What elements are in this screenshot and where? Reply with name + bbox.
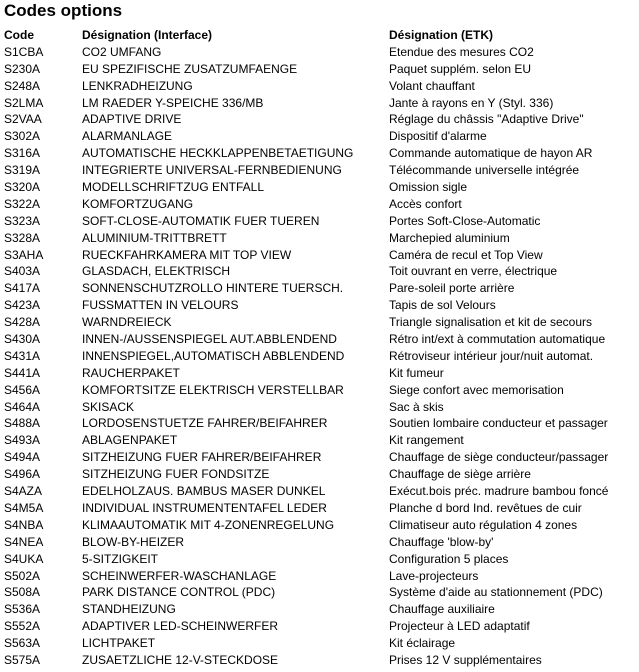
- option-code: S552A: [4, 619, 41, 634]
- option-etk-designation: Prises 12 V supplémentaires: [389, 652, 542, 667]
- option-code: S4AZA: [4, 484, 43, 499]
- option-interface-designation: EDELHOLZAUS. BAMBUS MASER DUNKEL: [82, 484, 326, 499]
- option-interface-designation: INNEN-/AUSSENSPIEGEL AUT.ABBLENDEND: [82, 332, 337, 347]
- option-interface-designation: SCHEINWERFER-WASCHANLAGE: [82, 568, 277, 583]
- table-row: [0, 111, 639, 128]
- option-interface-designation: WARNDREIECK: [82, 315, 172, 330]
- option-etk-designation: Projecteur à LED adaptatif: [389, 619, 530, 634]
- option-etk-designation: Chauffage 'blow-by': [389, 534, 494, 549]
- column-header-interface: Désignation (Interface): [82, 28, 213, 42]
- option-etk-designation: Toit ouvrant en verre, électrique: [389, 264, 558, 279]
- table-row: [0, 280, 639, 297]
- option-code: S403A: [4, 264, 41, 279]
- table-row: [0, 230, 639, 247]
- table-row: [0, 483, 639, 500]
- option-etk-designation: Volant chauffant: [389, 78, 475, 93]
- option-etk-designation: Soutien lombaire conducteur et passager: [389, 416, 608, 431]
- option-etk-designation: Tapis de sol Velours: [389, 298, 496, 313]
- option-code: S441A: [4, 365, 41, 380]
- option-etk-designation: Rétroviseur intérieur jour/nuit automat.: [389, 348, 594, 363]
- option-etk-designation: Siege confort avec memorisation: [389, 382, 564, 397]
- option-code: S563A: [4, 636, 41, 651]
- option-code: S536A: [4, 602, 41, 617]
- option-etk-designation: Chauffage de siège conducteur/passager: [389, 450, 609, 465]
- option-etk-designation: Caméra de recul et Top View: [389, 247, 543, 262]
- option-interface-designation: ZUSAETZLICHE 12-V-STECKDOSE: [82, 652, 279, 667]
- option-interface-designation: LORDOSENSTUETZE FAHRER/BEIFAHRER: [82, 416, 328, 431]
- option-code: S328A: [4, 230, 41, 245]
- option-interface-designation: PARK DISTANCE CONTROL (PDC): [82, 585, 276, 600]
- table-row: [0, 551, 639, 568]
- table-row: [0, 534, 639, 551]
- option-etk-designation: Kit fumeur: [389, 365, 444, 380]
- table-row: [0, 128, 639, 145]
- option-etk-designation: Chauffage de siège arrière: [389, 467, 531, 482]
- option-interface-designation: BLOW-BY-HEIZER: [82, 534, 185, 549]
- table-row: [0, 635, 639, 652]
- option-interface-designation: SKISACK: [82, 399, 135, 414]
- option-code: S494A: [4, 450, 41, 465]
- option-code: S502A: [4, 568, 41, 583]
- table-row: [0, 466, 639, 483]
- option-code: S488A: [4, 416, 41, 431]
- option-etk-designation: Sac à skis: [389, 399, 444, 414]
- table-row: [0, 432, 639, 449]
- option-interface-designation: SITZHEIZUNG FUER FAHRER/BEIFAHRER: [82, 450, 322, 465]
- table-row: [0, 44, 639, 61]
- option-code: S323A: [4, 213, 41, 228]
- option-interface-designation: SITZHEIZUNG FUER FONDSITZE: [82, 467, 270, 482]
- option-code: S302A: [4, 129, 41, 144]
- option-interface-designation: LM RAEDER Y-SPEICHE 336/MB: [82, 95, 264, 110]
- option-interface-designation: RAUCHERPAKET: [82, 365, 180, 380]
- table-row: [0, 95, 639, 112]
- option-interface-designation: ADAPTIVER LED-SCHEINWERFER: [82, 619, 279, 634]
- option-interface-designation: LICHTPAKET: [82, 636, 156, 651]
- option-interface-designation: KOMFORTZUGANG: [82, 196, 194, 211]
- table-row: [0, 263, 639, 280]
- table-row: [0, 162, 639, 179]
- option-interface-designation: FUSSMATTEN IN VELOURS: [82, 298, 239, 313]
- table-row: [0, 61, 639, 78]
- option-etk-designation: Etendue des mesures CO2: [389, 44, 534, 59]
- option-interface-designation: STANDHEIZUNG: [82, 602, 176, 617]
- option-code: S428A: [4, 315, 41, 330]
- option-interface-designation: ALUMINIUM-TRITTBRETT: [82, 230, 227, 245]
- option-code: S456A: [4, 382, 41, 397]
- option-etk-designation: Jante à rayons en Y (Styl. 336): [389, 95, 554, 110]
- option-code: S230A: [4, 61, 41, 76]
- option-etk-designation: Dispositif d'alarme: [389, 129, 487, 144]
- option-etk-designation: Exécut.bois préc. madrure bambou foncé: [389, 484, 609, 499]
- table-body: [0, 44, 639, 669]
- option-etk-designation: Portes Soft-Close-Automatic: [389, 213, 541, 228]
- option-interface-designation: 5-SITZIGKEIT: [82, 551, 159, 566]
- table-row: [0, 584, 639, 601]
- table-row: [0, 568, 639, 585]
- table-row: [0, 196, 639, 213]
- option-code: S4UKA: [4, 551, 44, 566]
- option-interface-designation: LENKRADHEIZUNG: [82, 78, 193, 93]
- option-etk-designation: Omission sigle: [389, 180, 468, 195]
- option-etk-designation: Marchepied aluminium: [389, 230, 510, 245]
- option-etk-designation: Climatiseur auto régulation 4 zones: [389, 517, 578, 532]
- option-interface-designation: KOMFORTSITZE ELEKTRISCH VERSTELLBAR: [82, 382, 344, 397]
- table-row: [0, 399, 639, 416]
- table-row: [0, 517, 639, 534]
- option-etk-designation: Paquet supplém. selon EU: [389, 61, 532, 76]
- table-row: [0, 365, 639, 382]
- option-code: S508A: [4, 585, 41, 600]
- table-row: [0, 297, 639, 314]
- option-code: S423A: [4, 298, 41, 313]
- option-etk-designation: Triangle signalisation et kit de secours: [389, 315, 592, 330]
- table-row: [0, 601, 639, 618]
- option-code: S316A: [4, 146, 41, 161]
- option-interface-designation: SONNENSCHUTZROLLO HINTERE TUERSCH.: [82, 281, 344, 296]
- page-title: Codes options: [4, 1, 123, 20]
- option-interface-designation: ALARMANLAGE: [82, 129, 173, 144]
- table-row: [0, 145, 639, 162]
- option-code: S320A: [4, 180, 41, 195]
- table-row: [0, 331, 639, 348]
- table-header-row: [0, 27, 639, 44]
- option-etk-designation: Pare-soleil porte arrière: [389, 281, 515, 296]
- option-code: S4NBA: [4, 517, 44, 532]
- table-row: [0, 449, 639, 466]
- option-interface-designation: INTEGRIERTE UNIVERSAL-FERNBEDIENUNG: [82, 163, 342, 178]
- option-code: S2VAA: [4, 112, 42, 127]
- table-row: [0, 179, 639, 196]
- option-code: S319A: [4, 163, 41, 178]
- options-table: [0, 27, 639, 669]
- option-etk-designation: Kit éclairage: [389, 636, 456, 651]
- table-row: [0, 382, 639, 399]
- table-row: [0, 247, 639, 264]
- option-interface-designation: RUECKFAHRKAMERA MIT TOP VIEW: [82, 247, 292, 262]
- option-code: S464A: [4, 399, 41, 414]
- option-etk-designation: Kit rangement: [389, 433, 464, 448]
- option-etk-designation: Configuration 5 places: [389, 551, 509, 566]
- table-row: [0, 500, 639, 517]
- option-code: S1CBA: [4, 44, 44, 59]
- option-etk-designation: Système d'aide au stationnement (PDC): [389, 585, 603, 600]
- option-interface-designation: KLIMAAUTOMATIK MIT 4-ZONENREGELUNG: [82, 517, 335, 532]
- option-etk-designation: Télécommande universelle intégrée: [389, 163, 580, 178]
- option-interface-designation: INDIVIDUAL INSTRUMENTENTAFEL LEDER: [82, 500, 327, 515]
- option-interface-designation: MODELLSCHRIFTZUG ENTFALL: [82, 180, 265, 195]
- option-etk-designation: Commande automatique de hayon AR: [389, 146, 593, 161]
- option-code: S3AHA: [4, 247, 44, 262]
- option-code: S322A: [4, 196, 41, 211]
- option-etk-designation: Rétro int/ext à commutation automatique: [389, 332, 606, 347]
- option-interface-designation: ABLAGENPAKET: [82, 433, 178, 448]
- table-row: [0, 78, 639, 95]
- option-etk-designation: Accès confort: [389, 196, 462, 211]
- option-code: S4NEA: [4, 534, 44, 549]
- table-row: [0, 415, 639, 432]
- option-etk-designation: Planche d bord Ind. revêtues de cuir: [389, 500, 582, 515]
- option-code: S4M5A: [4, 500, 44, 515]
- column-header-code: Code: [4, 28, 34, 42]
- option-interface-designation: SOFT-CLOSE-AUTOMATIK FUER TUEREN: [82, 213, 320, 228]
- table-row: [0, 348, 639, 365]
- option-code: S493A: [4, 433, 41, 448]
- option-code: S496A: [4, 467, 41, 482]
- option-interface-designation: GLASDACH, ELEKTRISCH: [82, 264, 231, 279]
- option-code: S417A: [4, 281, 41, 296]
- option-code: S430A: [4, 332, 41, 347]
- table-row: [0, 314, 639, 331]
- option-interface-designation: AUTOMATISCHE HECKKLAPPENBETAETIGUNG: [82, 146, 354, 161]
- option-code: S248A: [4, 78, 41, 93]
- option-code: S431A: [4, 348, 41, 363]
- option-interface-designation: EU SPEZIFISCHE ZUSATZUMFAENGE: [82, 61, 298, 76]
- option-etk-designation: Lave-projecteurs: [389, 568, 479, 583]
- column-header-etk: Désignation (ETK): [389, 28, 493, 42]
- option-interface-designation: CO2 UMFANG: [82, 44, 162, 59]
- table-row: [0, 213, 639, 230]
- option-etk-designation: Chauffage auxiliaire: [389, 602, 495, 617]
- option-code: S575A: [4, 652, 41, 667]
- option-interface-designation: ADAPTIVE DRIVE: [82, 112, 182, 127]
- option-etk-designation: Réglage du châssis "Adaptive Drive": [389, 112, 584, 127]
- table-row: [0, 652, 639, 669]
- option-code: S2LMA: [4, 95, 44, 110]
- option-interface-designation: INNENSPIEGEL,AUTOMATISCH ABBLENDEND: [82, 348, 345, 363]
- table-row: [0, 618, 639, 635]
